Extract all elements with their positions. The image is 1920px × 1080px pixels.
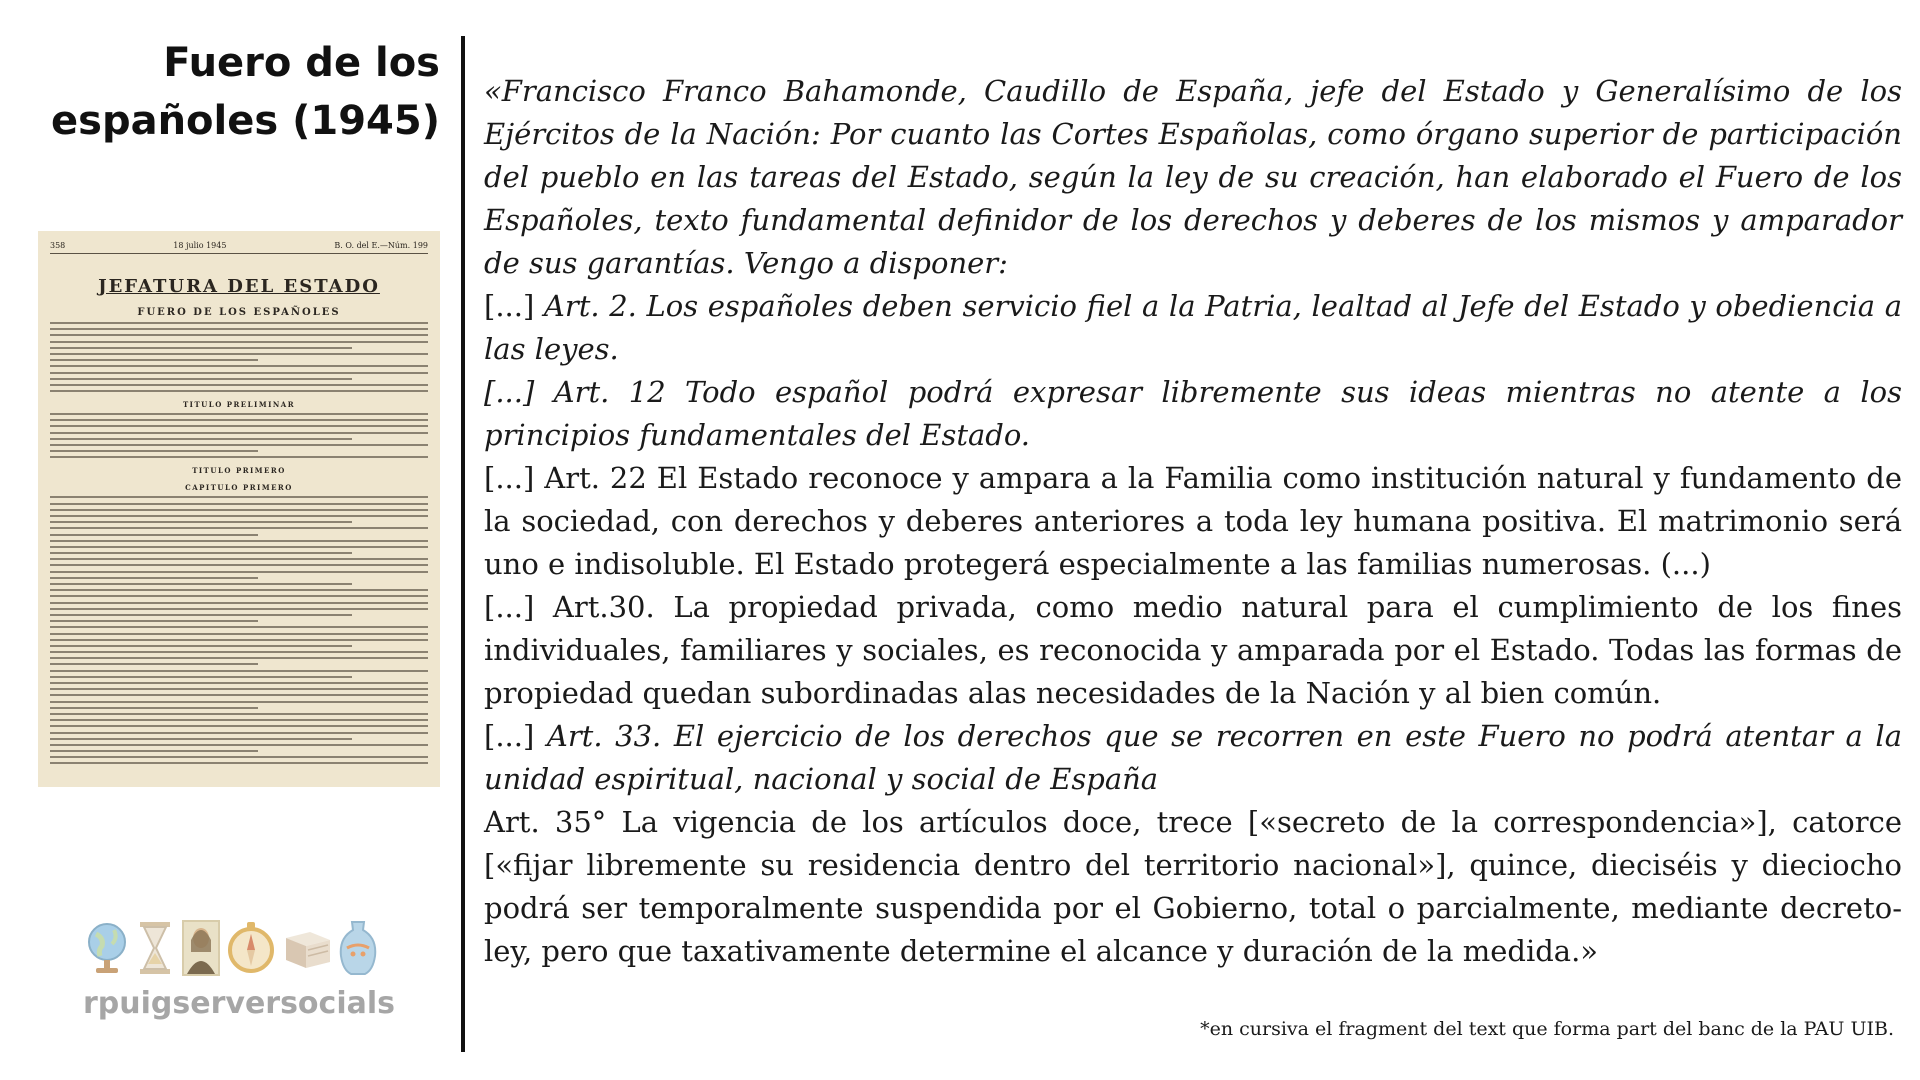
clipping-text-line xyxy=(50,732,428,734)
clipping-text-line xyxy=(50,583,352,585)
clipping-text-line xyxy=(50,738,352,740)
vertical-divider xyxy=(461,36,465,1052)
clipping-text-line xyxy=(50,353,428,355)
document-text xyxy=(484,70,1902,973)
clipping-text-line xyxy=(50,626,428,628)
clipping-text-line xyxy=(50,450,258,452)
clipping-text-line xyxy=(50,384,428,386)
title-line-2: españoles (1945) xyxy=(51,98,440,144)
clipping-text-line xyxy=(50,701,428,703)
decorative-icons xyxy=(84,920,380,980)
clipping-text-line xyxy=(50,663,258,665)
clipping-text-line xyxy=(50,444,428,446)
clipping-section-capitulo: CAPITULO PRIMERO xyxy=(185,483,293,493)
clipping-text-line xyxy=(50,322,428,324)
article-33-prefix: [...] xyxy=(484,719,547,753)
clipping-text-line xyxy=(50,577,258,579)
clipping-text-line xyxy=(50,425,428,427)
article-2-text: Art. 2. Los españoles deben servicio fiel a la Patria, lealtad al Jefe del Estado y obediencia a las leyes. xyxy=(484,289,1902,366)
clipping-text-line xyxy=(50,341,428,343)
clipping-text-line xyxy=(50,707,258,709)
intro-paragraph: «Francisco Franco Bahamonde, Caudillo de España, jefe del Estado y Generalísimo de los Ejércitos de la Nación: Por cuanto las Cortes Españolas, como órgano superior de participación del pueblo en las tareas del Estado, según la ley de su creación, han elaborado el Fuero de los Españoles, texto fundamental definidor de los derechos y deberes de los mismos y amparador de sus garantías. Vengo a disponer: xyxy=(484,74,1902,280)
clipping-text-line xyxy=(50,546,428,548)
clipping-text-line xyxy=(50,521,352,523)
clipping-text-line xyxy=(50,756,428,758)
clipping-header xyxy=(50,241,428,254)
clipping-text-line xyxy=(50,419,428,421)
clipping-text-line xyxy=(50,744,428,746)
clipping-text-line xyxy=(50,534,258,536)
clipping-text-line xyxy=(50,456,428,458)
clipping-text-line xyxy=(50,359,258,361)
hourglass-icon xyxy=(136,920,174,976)
clipping-text-block xyxy=(50,496,428,764)
clipping-section-preliminar: TITULO PRELIMINAR xyxy=(182,400,296,410)
clipping-text-line xyxy=(50,688,428,690)
article-33-text: Art. 33. El ejercicio de los derechos que se recorren en este Fuero no podrá atentar a la unidad espiritual, nacional y social de España xyxy=(484,719,1902,796)
clipping-text-line xyxy=(50,515,428,517)
clipping-text-line xyxy=(50,633,428,635)
clipping-text-line xyxy=(50,694,428,696)
clipping-text-line xyxy=(50,719,428,721)
article-22: [...] Art. 22 El Estado reconoce y ampara a la Familia como institución natural y fundamento de la sociedad, con derechos y deberes anteriores a toda ley humana positiva. El matrimonio será uno e indisoluble. El Estado protegerá especialmente a las familias numerosas. (...) xyxy=(484,461,1902,581)
clipping-text-line xyxy=(50,413,428,415)
clipping-subheading: FUERO DE LOS ESPAÑOLES xyxy=(137,307,341,318)
clipping-text-line xyxy=(50,347,352,349)
clipping-text-line xyxy=(50,645,352,647)
brand-name: rpuigserversocials xyxy=(83,986,395,1021)
clipping-text-line xyxy=(50,657,428,659)
amphora-icon xyxy=(338,920,378,976)
title-line-1: Fuero de los xyxy=(163,40,440,86)
clipping-text-line xyxy=(50,503,428,505)
clipping-section-primero: TITULO PRIMERO xyxy=(192,466,286,476)
clipping-text-line xyxy=(50,676,352,678)
clipping-text-line xyxy=(50,365,428,367)
page-title xyxy=(51,34,440,150)
clipping-text-line xyxy=(50,614,352,616)
clipping-text-line xyxy=(50,595,428,597)
article-35: Art. 35° La vigencia de los artículos doce, trece [«secreto de la correspondencia»], catorce [«fijar libremente su residencia dentro del territorio nacional»], quince, dieciséis y dieciocho podrá ser temporalmente suspendida por el Gobierno, total o parcialmente, mediante decreto-ley, pero que taxativamente determine el alcance y duración de la medida.» xyxy=(484,805,1902,968)
clipping-heading: JEFATURA DEL ESTADO xyxy=(98,276,380,297)
clipping-text-line xyxy=(50,558,428,560)
clipping-text-line xyxy=(50,540,428,542)
clipping-text-line xyxy=(50,328,428,330)
clipping-text-line xyxy=(50,334,428,336)
compass-icon xyxy=(226,920,276,976)
clipping-text-line xyxy=(50,750,258,752)
article-33 xyxy=(484,715,1902,801)
clipping-issue: B. O. del E.—Núm. 199 xyxy=(334,241,428,250)
clipping-date: 18 julio 1945 xyxy=(173,241,227,250)
clipping-text-line xyxy=(50,527,428,529)
clipping-text-line xyxy=(50,725,428,727)
clipping-text-line xyxy=(50,602,428,604)
clipping-text-line xyxy=(50,390,428,392)
book-icon xyxy=(282,920,334,976)
footnote: *en cursiva el fragment del text que forma part del banc de la PAU UIB. xyxy=(1200,1018,1894,1040)
clipping-page-number: 358 xyxy=(50,241,66,250)
clipping-text-line xyxy=(50,682,428,684)
clipping-text-block xyxy=(50,413,428,458)
clipping-text-line xyxy=(50,713,428,715)
clipping-text-line xyxy=(50,651,428,653)
clipping-text-line xyxy=(50,432,428,434)
clipping-text-line xyxy=(50,378,352,380)
clipping-text-line xyxy=(50,589,428,591)
clipping-text-line xyxy=(50,571,428,573)
clipping-text-line xyxy=(50,496,428,498)
clipping-text-line xyxy=(50,564,428,566)
clipping-text-line xyxy=(50,608,428,610)
clipping-text-line xyxy=(50,620,258,622)
clipping-text-line xyxy=(50,762,428,764)
newspaper-clipping-image xyxy=(38,231,440,787)
article-30: [...] Art.30. La propiedad privada, como medio natural para el cumplimiento de los fines individuales, familiares y sociales, es reconocida y amparada por el Estado. Todas las formas de propiedad quedan subordinadas alas necesidades de la Nación y al bien común. xyxy=(484,590,1902,710)
mona-lisa-icon xyxy=(182,920,220,976)
article-2 xyxy=(484,285,1902,371)
clipping-text-line xyxy=(50,670,428,672)
globe-icon xyxy=(84,920,130,976)
clipping-text-line xyxy=(50,438,352,440)
clipping-text-line xyxy=(50,372,428,374)
clipping-text-line xyxy=(50,639,428,641)
clipping-text-block xyxy=(50,322,428,392)
article-12: [...] Art. 12 Todo español podrá expresar libremente sus ideas mientras no atente a los principios fundamentales del Estado. xyxy=(484,375,1902,452)
clipping-text-line xyxy=(50,509,428,511)
article-2-prefix: [...] xyxy=(484,289,544,323)
clipping-text-line xyxy=(50,552,352,554)
